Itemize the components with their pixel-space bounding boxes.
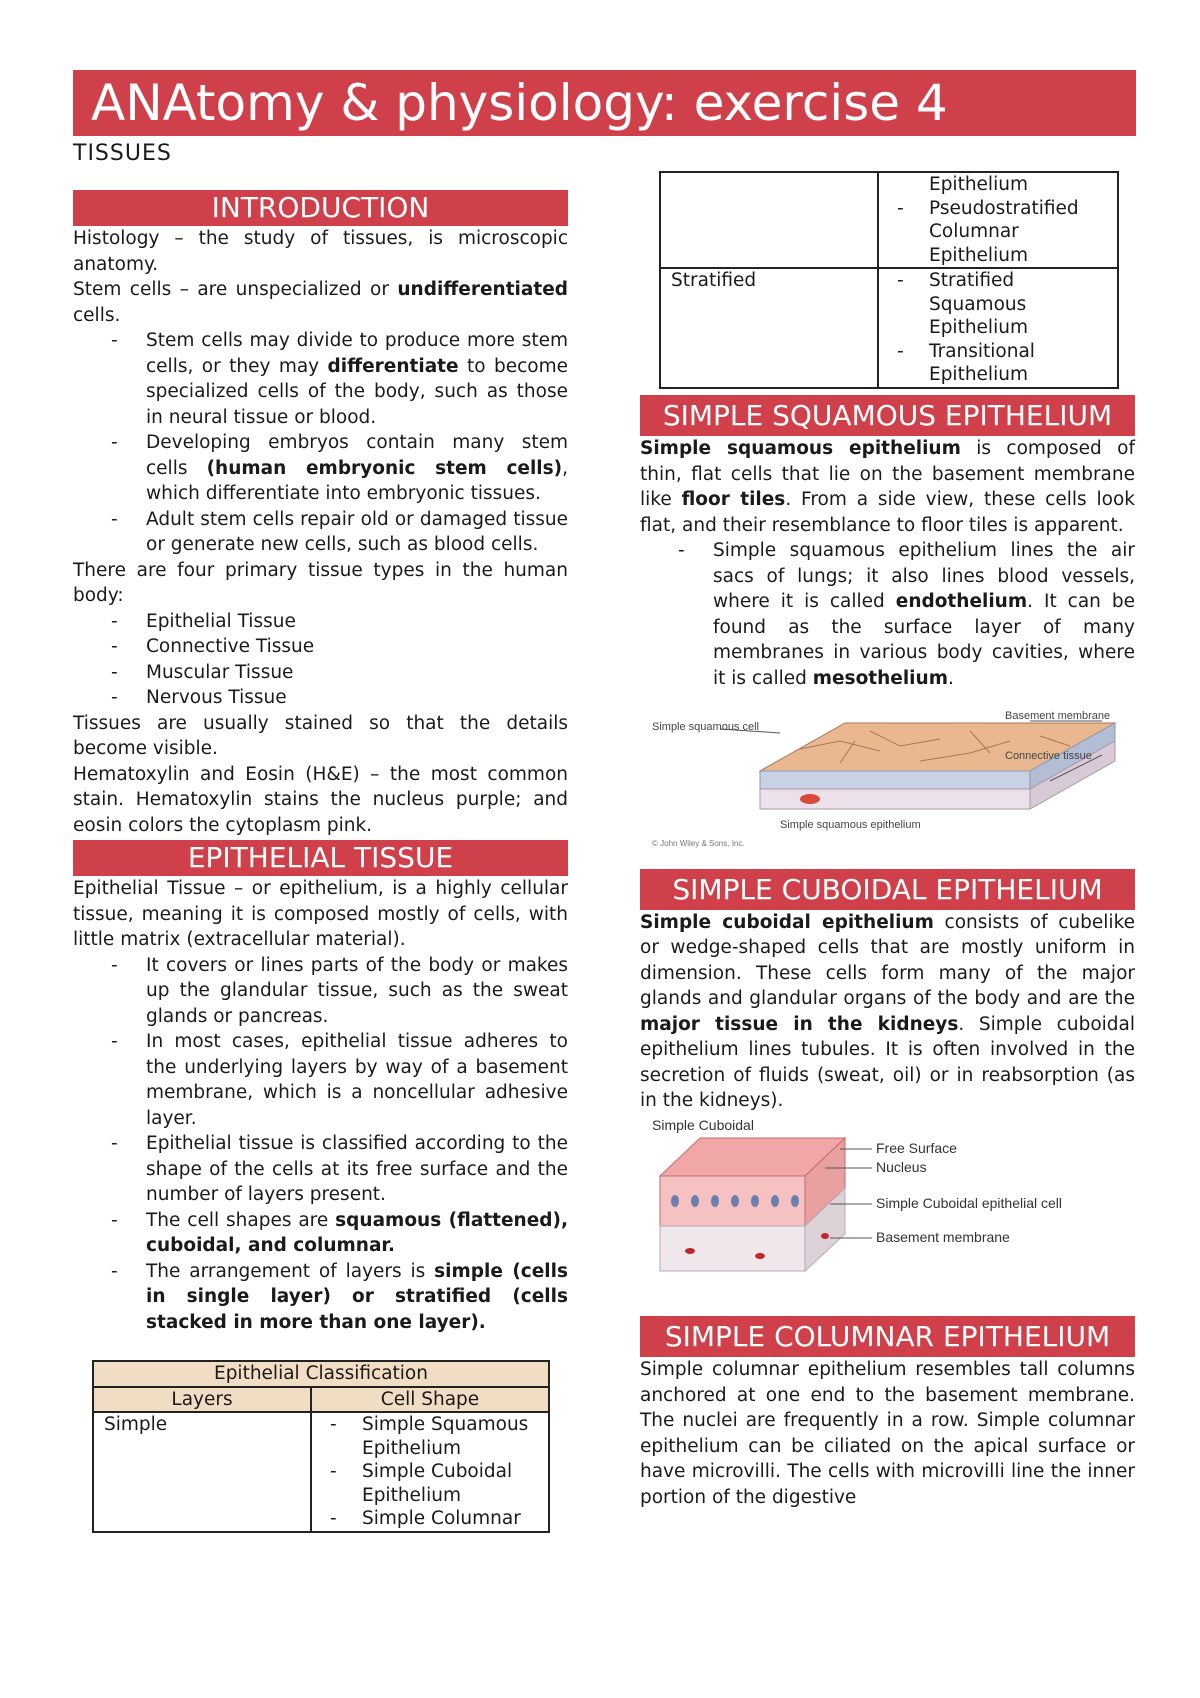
list-item: - Adult stem cells repair old or damaged tissue or generate new cells, such as blood cells. (146, 507, 568, 558)
table-row (660, 268, 1118, 388)
list-item: - Epithelial Tissue (146, 609, 568, 635)
simple-squamous-figure (640, 701, 1135, 851)
epithelial-classification-table (92, 1360, 550, 1533)
figure-label: Free Surface (876, 1139, 957, 1156)
he-stain-paragraph: Hematoxylin and Eosin (H&E) – the most common stain. Hematoxylin stains the nucleus purple; and eosin colors the cytoplasm pink. (73, 763, 568, 836)
table-cell: Simple (93, 1412, 311, 1532)
page-subtitle: TISSUES (73, 141, 172, 166)
table-cell (878, 268, 1118, 388)
stem-cells-list (73, 328, 568, 558)
figure-title: Simple Cuboidal (652, 1116, 754, 1133)
figure-label: Connective tissue (1005, 750, 1092, 762)
list-item: - Nervous Tissue (146, 685, 568, 711)
right-column (640, 395, 1135, 1510)
list-item: - Simple squamous epithelium lines the air sacs of lungs; it also lines blood vessels, where it is called endothelium. It can be found as the surface layer of many membranes in various body cavities, where it is called mesothelium. (713, 538, 1135, 691)
list-item: - The cell shapes are squamous (flattened), cuboidal, and columnar. (146, 1208, 568, 1259)
columnar-heading: SIMPLE COLUMNAR EPITHELIUM (640, 1316, 1135, 1357)
list-item: - Stratified Squamous Epithelium (929, 269, 1107, 340)
list-item: - Simple Squamous Epithelium (362, 1413, 538, 1460)
list-item: - Epithelial tissue is classified according to the shape of the cells at its free surface and the number of layers present. (146, 1131, 568, 1208)
figure-copyright: © John Wiley & Sons, Inc. (652, 839, 745, 848)
table-cell (660, 172, 878, 268)
stem-cells-paragraph: Stem cells – are unspecialized or undifferentiated cells. (73, 279, 568, 326)
list-item: - In most cases, epithelial tissue adheres to the underlying layers by way of a basement membrane, which is a noncellular adhesive layer. (146, 1029, 568, 1131)
epithelial-heading: EPITHELIAL TISSUE (73, 840, 568, 876)
epithelial-list (73, 953, 568, 1336)
list-item: - Simple Cuboidal Epithelium (362, 1460, 538, 1507)
classification-table-continued (659, 171, 1119, 389)
list-item: - Muscular Tissue (146, 660, 568, 686)
tissue-types-intro: There are four primary tissue types in the human body: (73, 559, 568, 606)
cuboidal-heading: SIMPLE CUBOIDAL EPITHELIUM (640, 869, 1135, 910)
table-caption: Epithelial Classification (93, 1361, 549, 1387)
introduction-heading: INTRODUCTION (73, 190, 568, 226)
figure-label: Basement membrane (876, 1228, 1010, 1245)
list-item: - Connective Tissue (146, 634, 568, 660)
page-title: ANAtomy & physiology: exercise 4 (73, 70, 1136, 136)
figure-label: Basement membrane (1005, 710, 1111, 722)
figure-label: Simple squamous cell (652, 721, 759, 733)
table-cell-text: Epithelium (929, 174, 1028, 195)
figure-caption: Simple squamous epithelium (780, 819, 921, 831)
squamous-list (640, 538, 1135, 691)
columnar-paragraph: Simple columnar epithelium resembles tall columns anchored at one end to the basement membrane. The nuclei are frequently in a row. Simple columnar epithelium can be ciliated on the apical surface or have microvilli. The cells with microvilli line the inner portion of the digestive (640, 1359, 1135, 1508)
table-header-cell-shape: Cell Shape (311, 1387, 549, 1413)
table-row (93, 1412, 549, 1532)
histology-paragraph: Histology – the study of tissues, is microscopic anatomy. (73, 228, 568, 275)
staining-paragraph: Tissues are usually stained so that the details become visible. (73, 712, 568, 759)
left-column (73, 190, 568, 1533)
list-item: - Simple Columnar (362, 1507, 538, 1531)
figure-label: Nucleus (876, 1158, 927, 1175)
list-item: - Developing embryos contain many stem cells (human embryonic stem cells), which differentiate into embryonic tissues. (146, 430, 568, 507)
list-item: - Stem cells may divide to produce more stem cells, or they may differentiate to become specialized cells of the body, such as those in neural tissue or blood. (146, 328, 568, 430)
squamous-paragraph: Simple squamous epithelium is composed of thin, flat cells that lie on the basement membrane like floor tiles. From a side view, these cells look flat, and their resemblance to floor tiles is apparent. (640, 438, 1135, 536)
epithelial-paragraph: Epithelial Tissue – or epithelium, is a highly cellular tissue, meaning it is composed mostly of cells, with little matrix (extracellular material). (73, 878, 568, 950)
table-header-layers: Layers (93, 1387, 311, 1413)
figure-label: Simple Cuboidal epithelial cell (876, 1194, 1062, 1211)
table-cell (878, 172, 1118, 268)
table-cell: Stratified (660, 268, 878, 388)
simple-cuboidal-figure (640, 1116, 1135, 1291)
cuboidal-paragraph: Simple cuboidal epithelium consists of cubelike or wedge-shaped cells that are mostly uniform in dimension. These cells form many of the major glands and glandular organs of the body and are the major tissue in the kidneys. Simple cuboidal epithelium lines tubules. It is often involved in the secretion of fluids (sweat, oil) or in reabsorption (as in the kidneys). (640, 911, 1135, 1111)
list-item: - Pseudostratified Columnar Epithelium (929, 197, 1107, 268)
table-row (660, 172, 1118, 268)
table-cell (311, 1412, 549, 1532)
list-item: - The arrangement of layers is simple (cells in single layer) or stratified (cells stacked in more than one layer). (146, 1259, 568, 1336)
tissue-types-list (73, 609, 568, 711)
list-item: - It covers or lines parts of the body or makes up the glandular tissue, such as the sweat glands or pancreas. (146, 953, 568, 1030)
squamous-heading: SIMPLE SQUAMOUS EPITHELIUM (640, 395, 1135, 436)
list-item: - Transitional Epithelium (929, 340, 1107, 387)
